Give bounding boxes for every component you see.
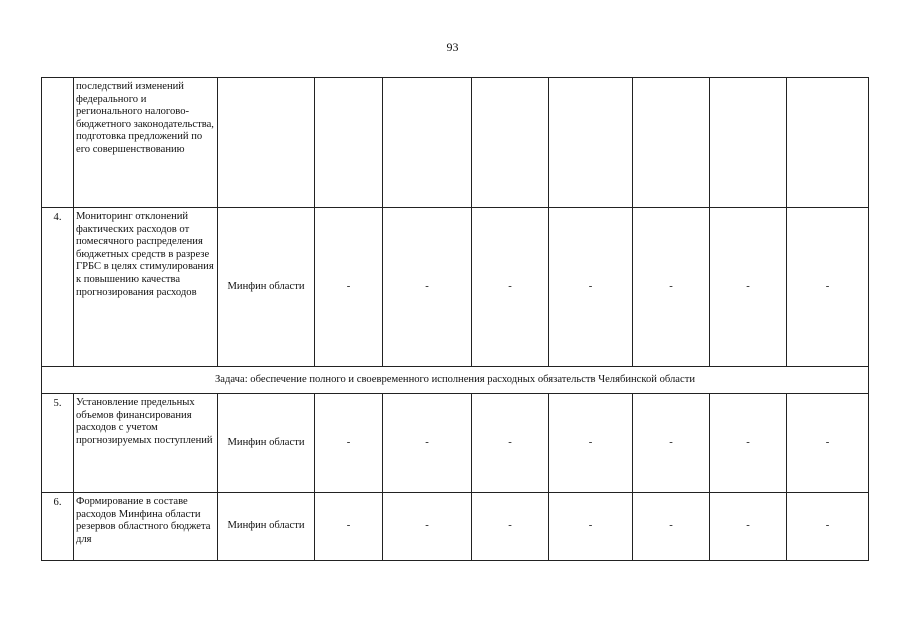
table-row	[42, 208, 869, 367]
row-number: 5.	[42, 394, 74, 493]
value-cell: -	[787, 208, 869, 367]
executor-cell: Минфин области	[218, 493, 315, 561]
value-cell	[787, 78, 869, 208]
measure-description: Установление предельных объемов финансирования расходов с учетом прогнозируемых поступлений	[74, 394, 218, 493]
value-cell: -	[710, 493, 787, 561]
value-cell	[633, 78, 710, 208]
value-cell: -	[549, 208, 633, 367]
value-cell: -	[633, 394, 710, 493]
value-cell: -	[315, 208, 383, 367]
value-cell: -	[710, 208, 787, 367]
value-cell: -	[383, 394, 472, 493]
value-cell	[710, 78, 787, 208]
task-title: Задача: обеспечение полного и своевременного исполнения расходных обязательств Челябинской области	[42, 367, 869, 394]
executor-cell	[218, 78, 315, 208]
measures-table	[41, 77, 869, 561]
value-cell: -	[472, 394, 549, 493]
value-cell	[315, 78, 383, 208]
value-cell: -	[633, 208, 710, 367]
value-cell: -	[787, 394, 869, 493]
executor-cell: Минфин области	[218, 208, 315, 367]
value-cell: -	[383, 208, 472, 367]
value-cell: -	[472, 208, 549, 367]
value-cell	[549, 78, 633, 208]
value-cell: -	[315, 493, 383, 561]
executor-cell: Минфин области	[218, 394, 315, 493]
value-cell: -	[787, 493, 869, 561]
row-number	[42, 78, 74, 208]
value-cell: -	[315, 394, 383, 493]
measure-description: Формирование в составе расходов Минфина области резервов областного бюджета для	[74, 493, 218, 561]
row-number: 6.	[42, 493, 74, 561]
value-cell: -	[710, 394, 787, 493]
value-cell: -	[472, 493, 549, 561]
task-row	[42, 367, 869, 394]
value-cell: -	[549, 493, 633, 561]
row-number: 4.	[42, 208, 74, 367]
value-cell: -	[383, 493, 472, 561]
value-cell	[383, 78, 472, 208]
table-row	[42, 78, 869, 208]
table-row	[42, 493, 869, 561]
measure-description: последствий изменений федерального и регионального налогово-бюджетного законодательства, подготовка предложений по его совершенствованию	[74, 78, 218, 208]
value-cell: -	[633, 493, 710, 561]
value-cell	[472, 78, 549, 208]
table-row	[42, 394, 869, 493]
value-cell: -	[549, 394, 633, 493]
page-number: 93	[446, 40, 459, 54]
measure-description: Мониторинг отклонений фактических расходов от помесячного распределения бюджетных средств в разрезе ГРБС в целях стимулирования к повышению качества прогнозирования расходов	[74, 208, 218, 367]
